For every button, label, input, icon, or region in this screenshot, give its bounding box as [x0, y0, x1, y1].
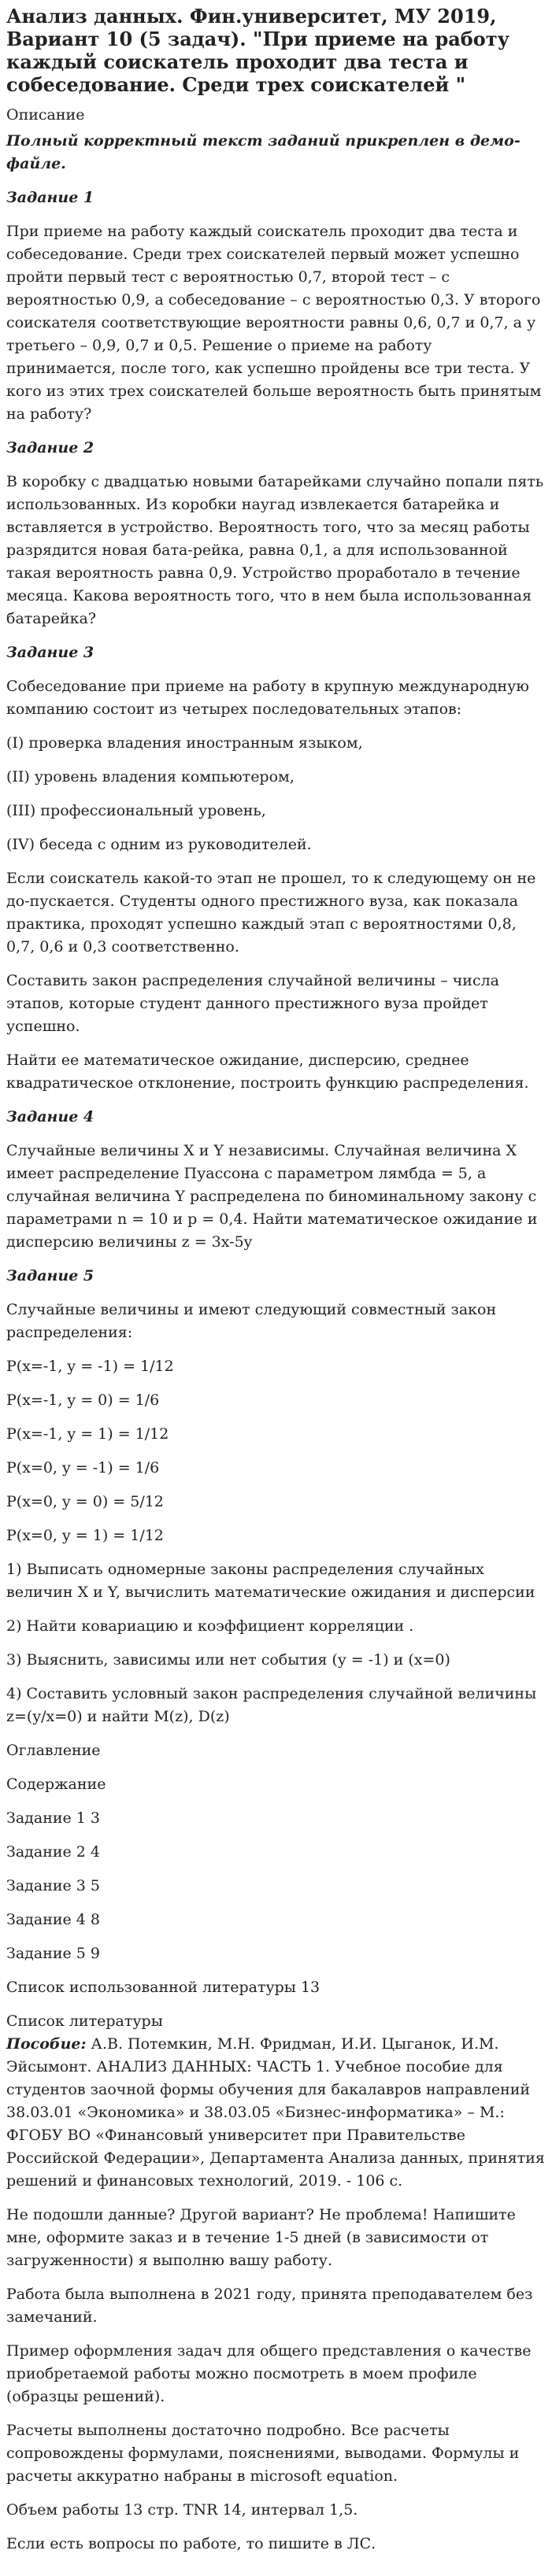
- task-paragraph: P(x=-1, y = -1) = 1/12: [6, 1358, 174, 1375]
- toc-heading: Оглавление: [6, 1742, 101, 1759]
- task-heading: Задание 2: [6, 439, 94, 456]
- task-heading: Задание 1: [6, 189, 94, 206]
- task-paragraph: P(x=0, y = 0) = 5/12: [6, 1493, 164, 1510]
- toc-item: Задание 3 5: [6, 1877, 101, 1894]
- task-paragraph: P(x=-1, y = 0) = 1/6: [6, 1391, 160, 1409]
- task-3: [6, 641, 546, 1095]
- task-paragraph: При приеме на работу каждый соискатель проходит два теста и собеседование. Среди трех соискателей первый может успешно пройти первый тест с вероятностью 0,7, второй тест – с вероятностью 0,9, а собеседование – с вероятностью 0,3. У второго соискателя соответствующие вероятности равны 0,6, 0,7 и 0,7, а у третьего – 0,9, 0,7 и 0,5. Решение о приеме на работу принимается, после того, как успешно пройдены все три теста. У кого из этих трех соискателей больше вероятность быть принятым на работу?: [6, 223, 542, 423]
- footer-notes: [6, 2204, 546, 2556]
- literature-heading: Список литературы: [6, 2012, 163, 2030]
- task-heading: Задание 3: [6, 644, 94, 661]
- toc-subheading: Содержание: [6, 1776, 106, 1793]
- task-1: [6, 187, 546, 426]
- toc-item: Задание 1 3: [6, 1809, 101, 1827]
- task-paragraph: Случайные величины X и Y независимы. Случайная величина X имеет распределение Пуассона с параметром лямбда = 5, а случайная величина Y распределена по биноминальному закону с параметрами n = 10 и p = 0,4. Найти математическое ожидание и дисперсию величины z = 3x-5y: [6, 1142, 538, 1251]
- literature-section: [6, 2010, 546, 2193]
- task-paragraph: Составить закон распределения случайной величины – числа этапов, которые студент данного престижного вуза пройдет успешно.: [6, 972, 500, 1035]
- table-of-contents: [6, 1739, 546, 1999]
- task-paragraph: (II) уровень владения компьютером,: [6, 768, 295, 785]
- task-paragraph: Собеседование при приеме на работу в крупную международную компанию состоит из четырех последовательных этапов:: [6, 678, 529, 718]
- demo-note: Полный корректный текст заданий прикреплен в демо-файле.: [6, 132, 521, 172]
- task-paragraph: Если соискатель какой-то этап не прошел, то к следующему он не до-пускается. Студенты одного престижного вуза, как показала практика, проходят успешно каждый этап с вероятностями 0,8, 0,7, 0,6 и 0,3 соответственно.: [6, 870, 536, 955]
- task-paragraph: В коробку с двадцатью новыми батарейками случайно попали пять использованных. Из коробки наугад извлекается батарейка и вставляется в устройство. Вероятность того, что за месяц работы разрядится новая бата-рейка, равна 0,1, а для использованной такая вероятность равна 0,9. Устройство проработало в течение месяца. Какова вероятность того, что в нем была использованная батарейка?: [6, 473, 544, 627]
- toc-item: Задание 4 8: [6, 1911, 101, 1928]
- footer-paragraph: Расчеты выполнены достаточно подробно. Все расчеты сопровождены формулами, пояснениями, выводами. Формулы и расчеты аккуратно набраны в microsoft equation.: [6, 2422, 520, 2485]
- task-4: [6, 1106, 546, 1254]
- literature-text: А.В. Потемкин, М.Н. Фридман, И.И. Цыганок, И.М. Эйсымонт. АНАЛИЗ ДАННЫХ: ЧАСТЬ 1. Учебное пособие для студентов заочной формы обучения для бакалавров направлений 38.03.01 «Экономика» и 38.03.05 «Бизнес-информатика» – М.: ФГОБУ ВО «Финансовый университет при Правительстве Российской Федерации», Департамента Анализа данных, принятия решений и финансовых технологий, 2019. - 106 с.: [6, 2035, 545, 2190]
- task-paragraph: 1) Выписать одномерные законы распределения случайных величин X и Y, вычислить математические ожидания и дисперсии: [6, 1561, 535, 1601]
- task-paragraph: P(x=-1, y = 1) = 1/12: [6, 1425, 169, 1443]
- task-paragraph: P(x=0, y = 1) = 1/12: [6, 1527, 164, 1544]
- task-paragraph: 3) Выяснить, зависимы или нет события (y = -1) и (x=0): [6, 1651, 450, 1669]
- footer-paragraph: Не подошли данные? Другой вариант? Не проблема! Напишите мне, оформите заказ и в течение 1-5 дней (в зависимости от загруженности) я выполню вашу работу.: [6, 2206, 516, 2269]
- footer-paragraph: Если есть вопросы по работе, то пишите в ЛС.: [6, 2535, 376, 2552]
- footer-paragraph: Работа была выполнена в 2021 году, принята преподавателем без замечаний.: [6, 2286, 533, 2326]
- footer-paragraph: Пример оформления задач для общего представления о качестве приобретаемой работы можно посмотреть в моем профиле (образцы решений).: [6, 2342, 532, 2405]
- task-paragraph: (IV) беседа с одним из руководителей.: [6, 836, 312, 853]
- task-5: [6, 1265, 546, 1728]
- footer-paragraph: Объем работы 13 стр. TNR 14, интервал 1,5.: [6, 2501, 358, 2519]
- literature-label: Пособие:: [6, 2035, 87, 2053]
- task-paragraph: P(x=0, y = -1) = 1/6: [6, 1459, 160, 1476]
- task-paragraph: 2) Найти ковариацию и коэффициент корреляции .: [6, 1617, 414, 1635]
- task-2: [6, 437, 546, 630]
- task-paragraph: Найти ее математическое ожидание, дисперсию, среднее квадратическое отклонение, построить функцию распределения.: [6, 1051, 529, 1092]
- task-paragraph: Случайные величины и имеют следующий совместный закон распределения:: [6, 1301, 497, 1341]
- task-heading: Задание 4: [6, 1108, 94, 1125]
- page-title: Анализ данных. Фин.университет, МУ 2019, Вариант 10 (5 задач). "При приеме на работу каждый соискатель проходит два теста и собеседование. Среди трех соискателей ": [6, 5, 510, 96]
- task-paragraph: (I) проверка владения иностранным языком,: [6, 734, 363, 752]
- task-paragraph: 4) Составить условный закон распределения случайной величины z=(y/x=0) и найти M(z), D(z): [6, 1685, 537, 1725]
- literature-entry: [6, 2033, 546, 2193]
- description-label: Описание: [6, 106, 85, 124]
- toc-item: Задание 5 9: [6, 1945, 101, 1962]
- toc-item: Задание 2 4: [6, 1843, 101, 1861]
- toc-item: Список использованной литературы 13: [6, 1979, 320, 1996]
- task-heading: Задание 5: [6, 1267, 94, 1284]
- task-paragraph: (III) профессиональный уровень,: [6, 802, 266, 819]
